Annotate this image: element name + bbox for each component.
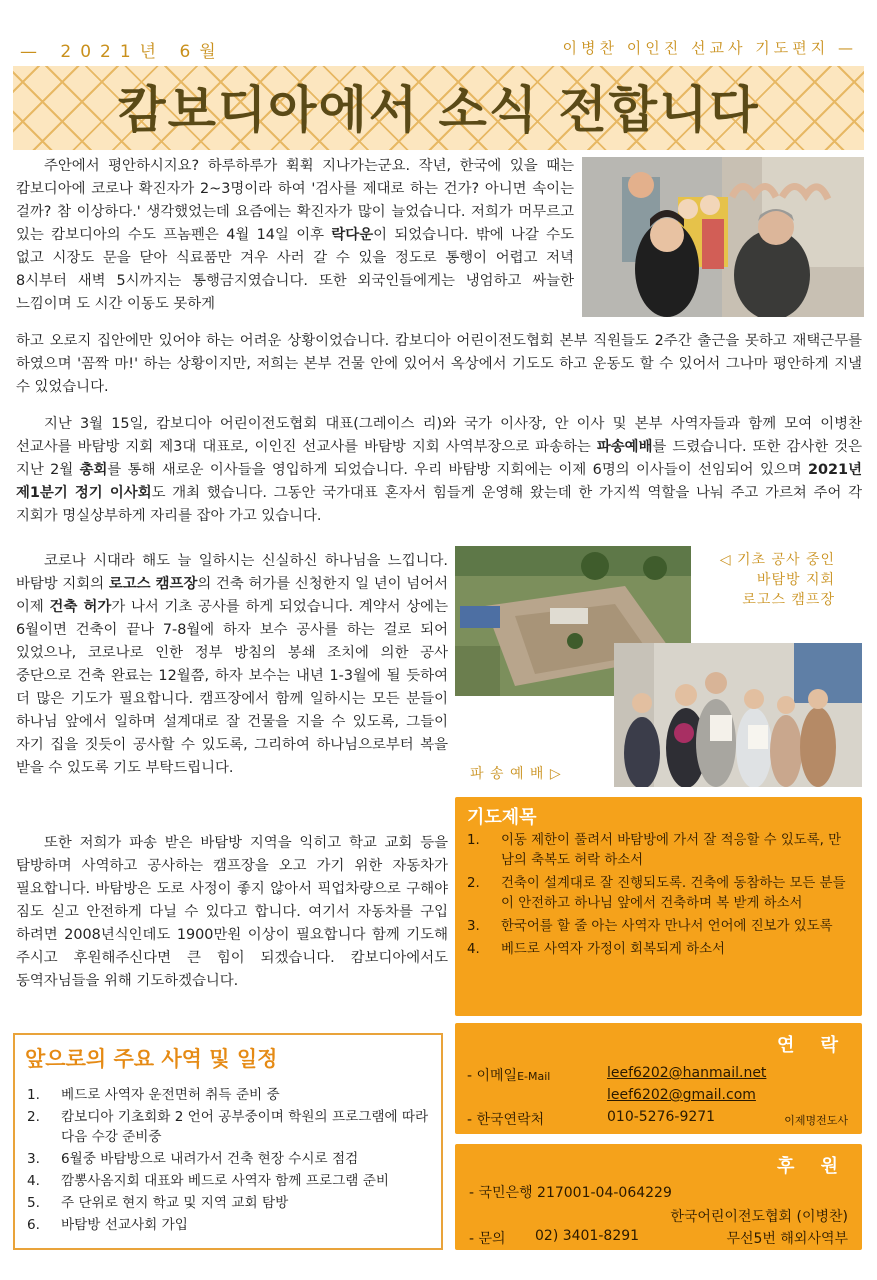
phone-note: 이제명전도사 bbox=[784, 1114, 848, 1127]
inquiry-phone: 02) 3401-8291 bbox=[535, 1228, 640, 1244]
prayer-topics-title: 기도제목 bbox=[467, 807, 537, 828]
page-title: 캄보디아에서 소식 전합니다 bbox=[117, 81, 760, 139]
header-line bbox=[20, 37, 857, 62]
list-item: 2. 건축이 설계대로 잘 진행되도록. 건축에 동참하는 모든 분들이 안전하고 하나님 앞에서 건축하며 복 받게 하소서 bbox=[467, 876, 846, 911]
email-label: - 이메일E-Mail bbox=[467, 1068, 551, 1084]
couple-heart-photo bbox=[582, 157, 864, 317]
contact-title: 연 락 bbox=[776, 1035, 848, 1056]
list-item: 1. 이동 제한이 풀려서 바탐방에 가서 잘 적응할 수 있도록, 만남의 축복도 허락 하소서 bbox=[467, 833, 842, 868]
intro-paragraph-1: 주안에서 평안하시지요? 하루하루가 휙휙 지나가는군요. 작년, 한국에 있을 때는 캄보디아에 코로나 확진자가 2~3명이라 하여 '검사를 제대로 하는 건가? 아니면 속이는 걸까? 참 이상하다.' 생각했었는데 요즘에는 확진자가 많이 늘었습니다. 저희가 머무르고 있는 캄보디아의 수도 프놈펜은 4월 14일 이후 락다운이 되었습니다. 밖에 나갈 수도 없고 시장도 문을 닫아 식료품만 겨우 사러 갈 수 있을 정도로 통행이 어렵고 저녁 8시부터 새벽 5시까지는 통행금지였습니다. 또한 외국인들에게는 냉엄하고 싸늘한 느낌이며 도 시간 이동도 못하게 bbox=[16, 158, 574, 312]
intro-paragraph-1-cont: 하고 오로지 집안에만 있어야 하는 어려운 상황이었습니다. 캄보디아 어린이전도협회 본부 직원들도 2주간 출근을 못하고 재택근무를 하였으며 '꼼짝 마!' 하는 상황이지만, 저희는 본부 건물 안에 있어서 옥상에서 기도도 하고 운동도 할 수 있어서 그나마 평안하게 지낼 수 있었습니다. bbox=[16, 333, 862, 395]
prayer-topics-box bbox=[455, 797, 862, 1016]
camp-paragraph: 코로나 시대라 해도 늘 일하시는 신실하신 하나님을 느낍니다. 바탐방 지회의 로고스 캠프장의 건축 허가를 신청한지 일 년이 넘어서 이제 건축 허가가 나서 기초 공사를 하게 되었습니다. 계약서 상에는 6월이면 건축이 끝나 7-8월에 하자 보수 공사를 하는 걸로 되어 있었으나, 코로나로 인한 정부 방침의 봉쇄 조치에 의한 공사 중단으로 건축 완료는 12월쯤, 하자 보수는 내년 1-3월에 될 듯하여 더 많은 기도가 필요합니다. 캠프장에서 함께 일하시는 모든 분들이 하나님 앞에서 일하며 설계대로 잘 건물을 지을 수 있도록, 그들이 자기 집을 짓듯이 공사할 수 있도록, 그리하여 하나님으로부터 복을 받을 수 있도록 기도 부탁드립니다. bbox=[16, 553, 448, 776]
letter-date: — 2021년 6월 bbox=[20, 42, 225, 62]
email-link-hanmail[interactable]: leef6202@hanmail.net bbox=[607, 1065, 767, 1081]
lockdown-highlight: 락다운 bbox=[331, 227, 374, 243]
couple-heart-image bbox=[582, 157, 864, 317]
support-box bbox=[455, 1144, 862, 1250]
list-item: 3. 6월중 바탐방으로 내려가서 건축 현장 수시로 점검 bbox=[27, 1151, 359, 1167]
sending-service-image bbox=[614, 643, 862, 787]
schedule-title: 앞으로의 주요 사역 및 일정 bbox=[25, 1047, 278, 1071]
inquiry-label: - 문의 bbox=[469, 1231, 506, 1247]
prayer-topics-list bbox=[467, 831, 853, 963]
list-item: 1. 베드로 사역자 운전면허 취득 준비 중 bbox=[27, 1087, 280, 1103]
letter-subtitle: 이병찬 이인진 선교사 기도편지 — bbox=[562, 39, 857, 57]
car-paragraph: 또한 저희가 파송 받은 바탐방 지역을 익히고 학교 교회 등을 탐방하며 사역하고 공사하는 캠프장을 오고 가기 위한 자동차가 필요합니다. 바탐방은 도로 사정이 좋지 않아서 픽업차량으로 구해야 짐도 싣고 안전하게 다닐 수 있다고 합니다. 여기서 자동차를 구입 하려면 2008년식인데도 1900만원 이상이 필요합니다 함께 기도해 주시고 후원해주신다면 큰 힘이 되겠습니다. 캄보디아에서도 동역자님들을 위해 기도하겠습니다. bbox=[16, 835, 448, 989]
support-title: 후 원 bbox=[776, 1156, 848, 1177]
inquiry-note: 무선5번 해외사역부 bbox=[726, 1231, 848, 1247]
list-item: 4. 깜뽕사옴지회 대표와 베드로 사역자 함께 프로그램 준비 bbox=[27, 1173, 389, 1189]
title-banner bbox=[13, 66, 864, 150]
bank-account: - 국민은행 217001-04-064229 bbox=[469, 1185, 672, 1201]
list-item: 2. 캄보디아 기초회화 2 언어 공부중이며 학원의 프로그램에 따라 다음 수강 준비중 bbox=[27, 1109, 429, 1145]
schedule-list bbox=[27, 1085, 432, 1237]
list-item: 6. 바탐방 선교사회 가입 bbox=[27, 1217, 188, 1233]
camp-photo-caption: ◁ 기초 공사 중인 바탐방 지회 로고스 캠프장 bbox=[719, 552, 835, 608]
list-item: 3. 한국어를 할 줄 아는 사역자 만나서 언어에 진보가 있도록 bbox=[467, 919, 833, 934]
account-holder: 한국어린이전도협회 (이병찬) bbox=[670, 1209, 848, 1225]
list-item: 5. 주 단위로 현지 학교 및 지역 교회 탐방 bbox=[27, 1195, 289, 1211]
phone-number: 010-5276-9271 bbox=[607, 1109, 716, 1125]
intro-paragraph-2: 지난 3월 15일, 캄보디아 어린이전도협회 대표(그레이스 리)와 국가 이사장, 안 이사 및 본부 사역자들과 함께 모여 이병찬 선교사를 바탐방 지회 제3대 대표로, 이인진 선교사를 바탐방 지회 사역부장으로 파송하는 파송예배를 드렸습니다. 또한 감사한 것은 지난 2월 총회를 통해 새로운 이사들을 영입하게 되었습니다. 우리 바탐방 지회에는 이제 6명의 이사들이 선임되어 있으며 2021년 제1분기 정기 이사회도 개최 했습니다. 그동안 국가대표 혼자서 힘들게 운영해 왔는데 한 가지씩 역할을 나눠 주고 가르쳐 주어 각 지회가 명실상부하게 자리를 잡아 가고 있습니다. bbox=[16, 416, 863, 524]
schedule-box bbox=[13, 1033, 443, 1250]
list-item: 4. 베드로 사역자 가정이 회복되게 하소서 bbox=[467, 942, 725, 957]
sending-service-photo bbox=[614, 643, 862, 787]
sending-photo-caption: 파 송 예 배 ▷ bbox=[470, 766, 562, 782]
email-link-gmail[interactable]: leef6202@gmail.com bbox=[607, 1087, 756, 1103]
contact-box bbox=[455, 1023, 862, 1134]
phone-label: - 한국연락처 bbox=[467, 1112, 545, 1128]
